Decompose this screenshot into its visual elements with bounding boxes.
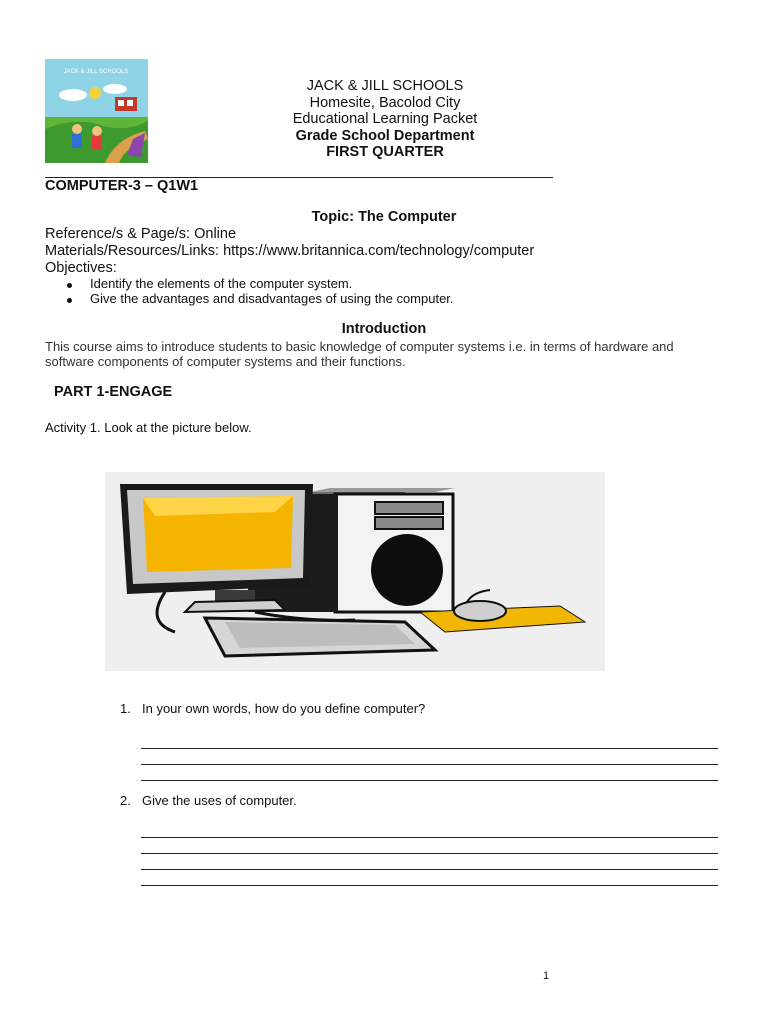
answer-lines-1 (141, 733, 718, 781)
topic-title: Topic: The Computer (311, 209, 457, 225)
school-logo (45, 59, 148, 163)
answer-line[interactable] (141, 765, 718, 781)
packet-title: Educational Learning Packet (292, 111, 478, 127)
school-location: Homesite, Bacolod City (309, 94, 461, 111)
question-number: 2. (120, 793, 131, 808)
objectives-list (66, 276, 454, 306)
document-header (230, 78, 540, 161)
materials: Materials/Resources/Links: https://www.britannica.com/technology/computer (45, 243, 535, 259)
answer-line[interactable] (141, 870, 718, 886)
answer-line[interactable] (141, 822, 718, 838)
school-name: JACK & JILL SCHOOLS (306, 78, 464, 94)
answer-lines-2 (141, 822, 718, 886)
question-text: Give the uses of computer. (142, 793, 297, 808)
answer-line[interactable] (141, 749, 718, 765)
answer-line[interactable] (141, 838, 718, 854)
lesson-meta (45, 226, 534, 277)
references: Reference/s & Page/s: Online (45, 226, 237, 242)
page-number: 1 (542, 970, 550, 982)
answer-line[interactable] (141, 733, 718, 749)
quarter: FIRST QUARTER (326, 144, 444, 160)
answer-line[interactable] (141, 854, 718, 870)
objective-item: Identify the elements of the computer system. (66, 276, 454, 291)
question-number: 1. (120, 701, 131, 716)
question-1 (120, 701, 680, 717)
activity-instruction: Activity 1. Look at the picture below. (45, 420, 252, 435)
question-2 (120, 793, 680, 809)
computer-illustration (105, 472, 605, 671)
introduction-text: This course aims to introduce students to basic knowledge of computer systems i.e. in terms of hardware and software components of computer systems and their functions. (45, 339, 674, 369)
objectives-label: Objectives: (45, 260, 117, 276)
part-heading: PART 1-ENGAGE (54, 384, 173, 400)
department: Grade School Department (295, 127, 475, 144)
objective-item: Give the advantages and disadvantages of using the computer. (66, 291, 454, 306)
question-text: In your own words, how do you define computer? (142, 701, 426, 716)
subject-code: COMPUTER-3 – Q1W1 (45, 178, 199, 194)
introduction-heading: Introduction (341, 321, 427, 337)
svg-text:JACK & JILL SCHOOLS: JACK & JILL SCHOOLS (63, 69, 129, 75)
